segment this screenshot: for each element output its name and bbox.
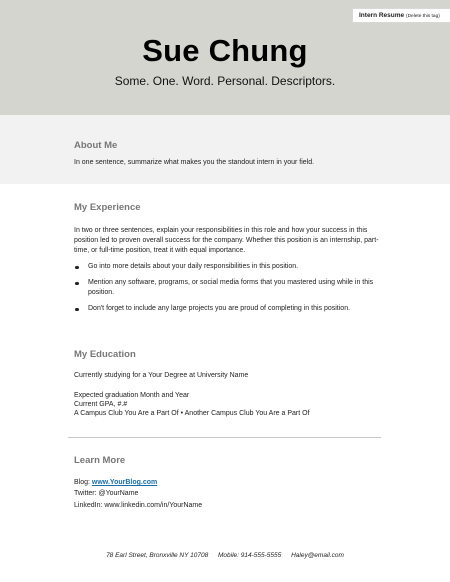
blog-link[interactable]: www.YourBlog.com <box>91 479 158 486</box>
experience-bullet: Go into more details about your daily responsibilities in this position. <box>74 262 374 272</box>
footer-mobile: Mobile: 914-555-5555 <box>218 552 282 559</box>
education-gpa: Current GPA, #.# <box>74 401 128 408</box>
experience-text: In two or three sentences, explain your responsibilities in this role and how your success in this position led to proven overall success for the company. Whether this position is an internship, part-time, or full-time position, treat it with equal importance. <box>74 227 379 254</box>
education-title: My Education <box>74 349 136 360</box>
personal-descriptors: Some. One. Word. Personal. Descriptors. <box>114 74 336 88</box>
education-clubs: A Campus Club You Are a Part Of • Another Campus Club You Are a Part Of <box>74 410 310 417</box>
experience-bullets <box>74 262 374 320</box>
about-text: In one sentence, summarize what makes you the standout intern in your field. <box>74 159 315 166</box>
twitter-line: Twitter: @YourName <box>74 490 139 497</box>
contact-footer <box>0 552 450 559</box>
experience-title: My Experience <box>74 202 141 213</box>
linkedin-line: LinkedIn: www.linkedin.com/in/YourName <box>74 502 203 509</box>
intern-resume-tag[interactable] <box>352 8 450 23</box>
section-divider <box>68 437 381 438</box>
about-section <box>0 115 450 184</box>
footer-email: Haley@email.com <box>291 552 344 559</box>
blog-line <box>74 478 379 488</box>
experience-bullet: Mention any software, programs, or social media forms that you mastered using while in this position. <box>74 278 374 298</box>
footer-address: 78 Earl Street, Bronxville NY 10708 <box>106 552 209 559</box>
learn-more-title: Learn More <box>74 455 126 466</box>
experience-bullet: Don't forget to include any large projects you are proud of completing in this position. <box>74 304 374 314</box>
education-degree: Currently studying for a Your Degree at University Name <box>74 372 249 379</box>
about-title: About Me <box>74 140 118 151</box>
tag-label: Intern Resume <box>359 12 405 19</box>
education-graduation: Expected graduation Month and Year <box>74 392 190 399</box>
blog-label: Blog: <box>74 479 92 486</box>
tag-note: (Delete this tag) <box>405 14 440 19</box>
candidate-name: Sue Chung <box>142 33 308 68</box>
